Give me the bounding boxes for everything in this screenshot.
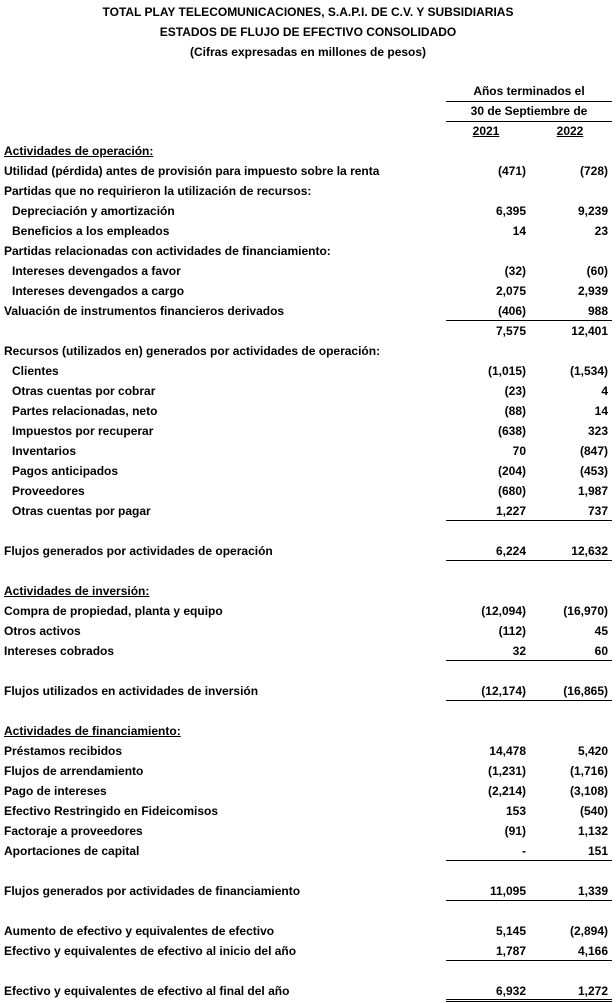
row-label: Flujos utilizados en actividades de inversión: [4, 684, 259, 698]
value-2021: 6,224: [495, 544, 526, 558]
value-2022: 1,132: [577, 824, 608, 838]
row-label: Recursos (utilizados en) generados por actividades de operación:: [4, 344, 381, 358]
row-label: Partidas que no requirieron la utilización de recursos:: [4, 184, 312, 198]
company-title: TOTAL PLAY TELECOMUNICACIONES, S.A.P.I. DE C.V. Y SUBSIDIARIAS: [102, 5, 514, 19]
row-label: Intereses devengados a cargo: [12, 284, 185, 298]
value-2022: 1,272: [577, 984, 608, 998]
row-label: Pagos anticipados: [12, 464, 119, 478]
row-label: Proveedores: [12, 484, 85, 498]
section-heading: Actividades de financiamiento:: [4, 724, 181, 738]
row-label: Utilidad (pérdida) antes de provisión para impuesto sobre la renta: [4, 164, 380, 178]
row-label: Aportaciones de capital: [4, 844, 140, 858]
value-2021: 70: [512, 444, 526, 458]
statement-row: [0, 462, 616, 480]
statement-row: [0, 642, 616, 660]
value-2021: (88): [504, 404, 526, 418]
row-label: Inventarios: [12, 444, 77, 458]
row-label: Partidas relacionadas con actividades de financiamiento:: [4, 244, 331, 258]
value-2022: 1,987: [577, 484, 608, 498]
statement-row: [0, 262, 616, 280]
statement-row: [0, 442, 616, 460]
value-2021: (406): [497, 304, 526, 318]
row-label: Flujos generados por actividades de operación: [4, 544, 273, 558]
statement-row: [0, 162, 616, 180]
total-rule: [446, 700, 612, 701]
value-2022: 23: [594, 224, 608, 238]
period-header-line2: 30 de Septiembre de: [470, 104, 588, 118]
value-2021: 2,075: [495, 284, 526, 298]
row-label: Préstamos recibidos: [4, 744, 123, 758]
grand-total-rule: [446, 999, 612, 1000]
value-2021: (23): [504, 384, 526, 398]
section-heading: Actividades de inversión:: [4, 584, 150, 598]
row-label: Flujos generados por actividades de financiamiento: [4, 884, 301, 898]
value-2022: (540): [579, 804, 608, 818]
value-2022: 5,420: [577, 744, 608, 758]
statement-row: [0, 622, 616, 640]
statement-row: [0, 802, 616, 820]
year-2022-header: 2022: [556, 124, 584, 138]
value-2021: (112): [498, 624, 526, 638]
value-2022: 1,339: [577, 884, 608, 898]
value-2021: 14: [512, 224, 526, 238]
value-2021: (32): [504, 264, 526, 278]
period-rule: [446, 101, 612, 102]
statement-row: [0, 582, 616, 600]
value-2022: (728): [579, 164, 608, 178]
row-label: Impuestos por recuperar: [12, 424, 154, 438]
statement-row: [0, 922, 616, 940]
statement-row: [0, 742, 616, 760]
value-2022: 9,239: [577, 204, 608, 218]
value-2021: (471): [497, 164, 526, 178]
subtotal-rule: [446, 660, 612, 661]
statement-row: [0, 502, 616, 520]
value-2021: 5,145: [495, 924, 526, 938]
row-label: Intereses devengados a favor: [12, 264, 181, 278]
total-row: [0, 682, 616, 700]
statement-row: [0, 342, 616, 360]
row-label: Depreciación y amortización: [12, 204, 175, 218]
value-2021: (680): [497, 484, 526, 498]
value-2022: (3,108): [569, 784, 608, 798]
statement-row: [0, 422, 616, 440]
row-label: Beneficios a los empleados: [12, 224, 170, 238]
value-2022: 737: [587, 504, 608, 518]
value-2022: (60): [586, 264, 608, 278]
grand-total-double-rule: [446, 1001, 612, 1002]
value-2022: (847): [579, 444, 608, 458]
row-label: Otros activos: [4, 624, 81, 638]
subtotal-rule: [446, 320, 612, 321]
value-2022: 45: [594, 624, 608, 638]
row-label: Partes relacionadas, neto: [12, 404, 158, 418]
period-rule: [446, 121, 612, 122]
value-2022: (1,716): [569, 764, 608, 778]
total-rule: [446, 560, 612, 561]
statement-row: [0, 482, 616, 500]
value-2022: 12,632: [571, 544, 608, 558]
row-label: Pago de intereses: [4, 784, 107, 798]
value-2021: (1,231): [487, 764, 526, 778]
value-2021: (91): [504, 824, 526, 838]
subtotal-row: [0, 322, 616, 340]
statement-row: [0, 222, 616, 240]
value-2022: (16,970): [563, 604, 608, 618]
value-2021: 14,478: [489, 744, 526, 758]
value-2022: (1,534): [569, 364, 608, 378]
total-row: [0, 542, 616, 560]
statement-row: [0, 382, 616, 400]
value-2021: (12,174): [481, 684, 526, 698]
value-2021: 153: [505, 804, 526, 818]
value-2022: 323: [587, 424, 608, 438]
value-2021: 1,227: [495, 504, 526, 518]
statement-row: [0, 282, 616, 300]
value-2021: (2,214): [487, 784, 526, 798]
row-label: Flujos de arrendamiento: [4, 764, 144, 778]
row-label: Clientes: [12, 364, 59, 378]
value-2022: 12,401: [571, 324, 608, 338]
value-2022: 4,166: [577, 944, 608, 958]
year-2021-header: 2021: [472, 124, 500, 138]
subtotal-rule: [446, 960, 612, 961]
statement-row: [0, 402, 616, 420]
value-2022: (453): [579, 464, 608, 478]
row-label: Efectivo Restringido en Fideicomisos: [4, 804, 219, 818]
row-label: Efectivo y equivalentes de efectivo al final del año: [4, 984, 290, 998]
value-2022: 14: [594, 404, 608, 418]
row-label: Compra de propiedad, planta y equipo: [4, 604, 223, 618]
value-2022: 151: [587, 844, 608, 858]
statement-row: [0, 202, 616, 220]
value-2021: (12,094): [481, 604, 526, 618]
value-2021: 1,787: [495, 944, 526, 958]
row-label: Otras cuentas por cobrar: [12, 384, 156, 398]
statement-row: [0, 362, 616, 380]
row-label: Efectivo y equivalentes de efectivo al inicio del año: [4, 944, 297, 958]
statement-row: [0, 182, 616, 200]
statement-subtitle: (Cifras expresadas en millones de pesos): [189, 45, 427, 59]
statement-row: [0, 722, 616, 740]
statement-row: [0, 842, 616, 860]
total-rule: [446, 900, 612, 901]
value-2021: (638): [497, 424, 526, 438]
value-2021: (204): [497, 464, 526, 478]
statement-row: [0, 942, 616, 960]
row-label: Aumento de efectivo y equivalentes de efectivo: [4, 924, 275, 938]
row-label: Otras cuentas por pagar: [12, 504, 151, 518]
statement-row: [0, 762, 616, 780]
statement-row: [0, 302, 616, 320]
subtotal-rule: [446, 860, 612, 861]
value-2022: 2,939: [577, 284, 608, 298]
value-2021: 6,395: [495, 204, 526, 218]
value-2021: 6,932: [495, 984, 526, 998]
statement-row: [0, 822, 616, 840]
row-label: Factoraje a proveedores: [4, 824, 143, 838]
row-label: Valuación de instrumentos financieros derivados: [4, 304, 285, 318]
period-header-line1: Años terminados el: [473, 84, 585, 98]
statement-row: [0, 242, 616, 260]
row-label: Intereses cobrados: [4, 644, 115, 658]
statement-row: [0, 602, 616, 620]
value-2022: (16,865): [563, 684, 608, 698]
value-2022: 988: [587, 304, 608, 318]
value-2021: (1,015): [487, 364, 526, 378]
value-2022: 60: [594, 644, 608, 658]
value-2022: (2,894): [569, 924, 608, 938]
value-2021: 7,575: [495, 324, 526, 338]
value-2021: -: [522, 844, 526, 858]
subtotal-rule: [446, 520, 612, 521]
value-2021: 11,095: [489, 884, 526, 898]
statement-row: [0, 782, 616, 800]
value-2021: 32: [512, 644, 526, 658]
total-row: [0, 882, 616, 900]
section-heading: Actividades de operación:: [4, 144, 154, 158]
statement-row: [0, 142, 616, 160]
value-2022: 4: [601, 384, 608, 398]
statement-title: ESTADOS DE FLUJO DE EFECTIVO CONSOLIDADO: [159, 25, 457, 39]
grand-total-row: [0, 982, 616, 1000]
